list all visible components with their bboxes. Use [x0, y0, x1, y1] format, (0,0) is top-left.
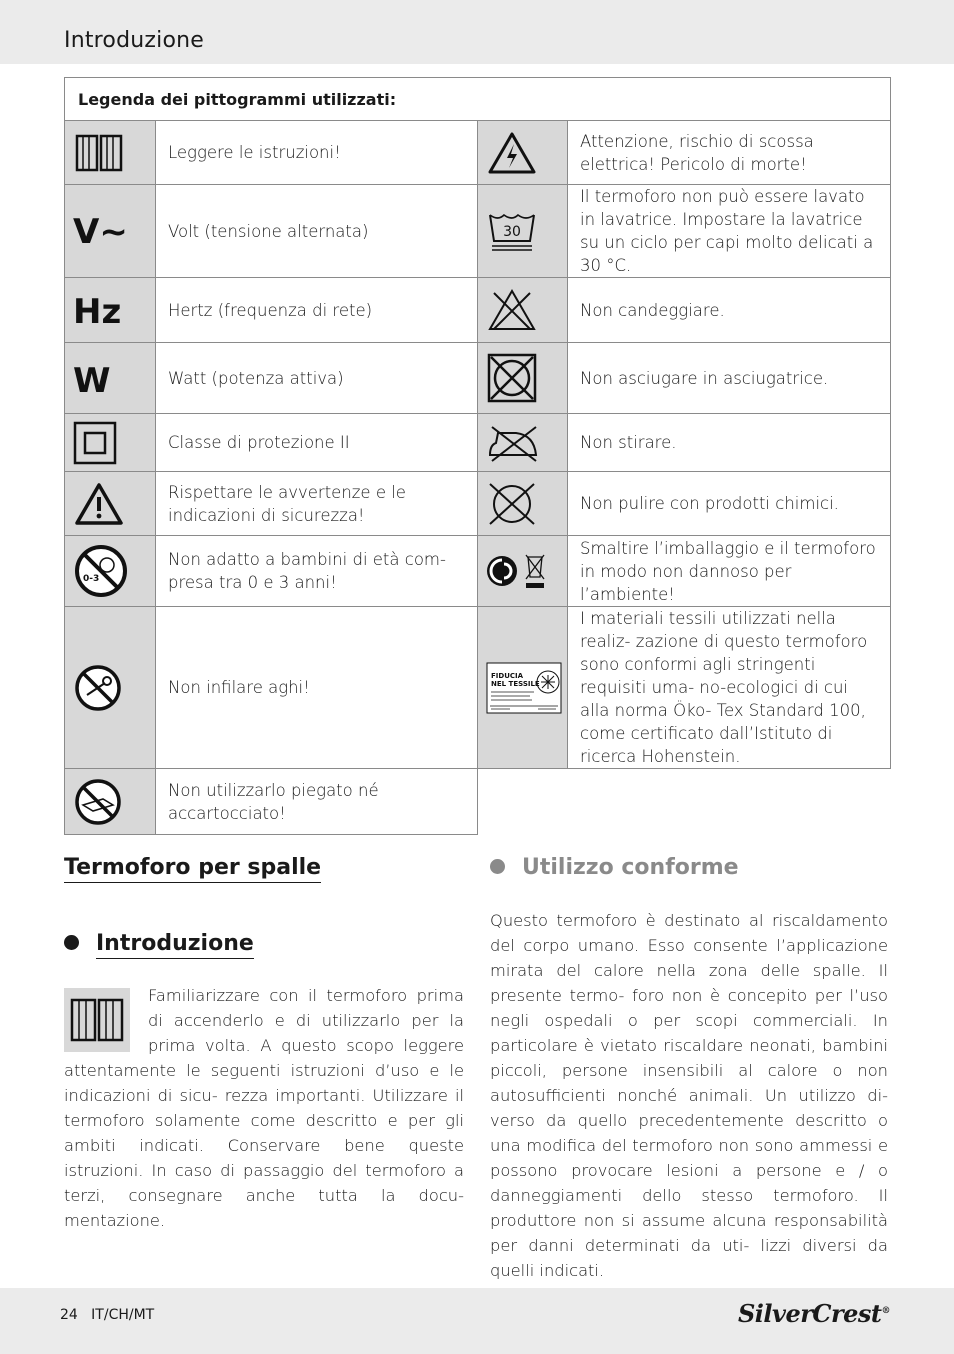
svg-text:Hz: Hz [73, 292, 122, 330]
volt-icon [73, 211, 133, 251]
use-paragraph: Questo termoforo è destinato al riscaldamento del corpo umano. Esso consente l’applicazione mirata del calore nella zona delle spalle. Il presente termo- foro non è concepito per l’uso negli ospedali o per scopi commerciali. In particolare è vietato riscaldare neonati, bambini piccoli, persone insensibili al calore o non autosufficienti nonché animali. Un utilizzo di- verso da quello precedentemente descritto o una modifica del termoforo non sono ammessi e possono provocare lesioni a persone e / o danneggiamenti dello stesso termoforo. Il produttore non si assume alcuna responsabilità per danni determinati da uti- lizzi diversi da quelli indicati. [490, 911, 888, 1280]
svg-text:FIDUCIA: FIDUCIA [491, 671, 524, 680]
page-header-title: Introduzione [64, 28, 204, 53]
oeko-tex-label-icon [486, 662, 562, 714]
legend-text: Non adatto a bambini di età com- presa tra 0 e 3 anni! [156, 536, 478, 607]
legend-row [65, 343, 891, 414]
legend-text: Non infilare aghi! [156, 607, 478, 769]
no-dry-clean-icon [486, 482, 538, 526]
watt-icon [73, 358, 123, 398]
brand-logo: SilverCrest® [737, 1299, 890, 1328]
legend-text: Classe di protezione II [156, 414, 478, 472]
legend-row [65, 607, 891, 769]
legend-text: Non pulire con prodotti chimici. [568, 472, 891, 536]
legend-text: I materiali tessili utilizzati nella realiz- zazione di questo termoforo sono conformi agli stringenti requisiti uma- no-ecologici di cui alla norma Öko- Tex Standard 100, come certificato dall’Istituto di ricerca Hohenstein. [568, 607, 891, 769]
legend-text: Non candeggiare. [568, 278, 891, 343]
legend-text: Hertz (frequenza di rete) [156, 278, 478, 343]
electric-hazard-icon [486, 130, 538, 176]
svg-text:30: 30 [503, 224, 521, 240]
wash-30-icon [486, 209, 538, 253]
no-children-icon [73, 543, 129, 599]
no-tumble-dry-icon [486, 352, 538, 404]
legend-row [65, 536, 891, 607]
bullet-icon [490, 859, 505, 874]
svg-text:0-3: 0-3 [83, 574, 100, 584]
svg-text:NEL TESSILE: NEL TESSILE [491, 679, 540, 688]
use-heading: Utilizzo conforme [490, 855, 739, 880]
legend-text: Watt (potenza attiva) [156, 343, 478, 414]
no-fold-icon [73, 777, 123, 827]
legend-row [65, 769, 891, 835]
intro-paragraph: Familiarizzare con il termoforo prima di accenderlo e di utilizzarlo per la prima volta. A questo scopo leggere attentamente le seguenti istruzioni d’uso e le indicazioni di sicu- rezza importanti. Utilizzare il termoforo solamente come descritto e per gli ambiti indicati. Conservare bene queste istruzioni. In caso di passaggio del termoforo a terzi, consegnare anche tutta la docu- mentazione. [64, 986, 464, 1230]
legend-text: Non asciugare in asciugatrice. [568, 343, 891, 414]
legend-text: Attenzione, rischio di scossa elettrica! Pericolo di morte! [568, 121, 891, 185]
legend-row [65, 185, 891, 278]
legend-row [65, 414, 891, 472]
page-number: 24 IT/CH/MT [60, 1307, 155, 1323]
pictogram-legend-table [64, 77, 891, 835]
legend-text: Non stirare. [568, 414, 891, 472]
bullet-icon [64, 935, 79, 950]
svg-text:V~: V~ [73, 212, 128, 251]
recycling-icon [486, 551, 552, 591]
intro-heading: Introduzione [64, 931, 254, 956]
protection-class-icon [73, 421, 117, 465]
hertz-icon [73, 290, 137, 330]
legend-text: Volt (tensione alternata) [156, 185, 478, 278]
legend-title: Legenda dei pittogrammi utilizzati: [65, 78, 891, 121]
no-bleach-icon [486, 287, 538, 333]
no-iron-icon [486, 423, 542, 463]
legend-text: Rispettare le avvertenze e le indicazioni di sicurezza! [156, 472, 478, 536]
svg-text:W: W [73, 361, 111, 398]
no-needles-icon [73, 663, 123, 713]
legend-text: Non utilizzarlo piegato né accartocciato! [156, 769, 478, 835]
legend-text: Smaltire l’imballaggio e il termoforo in modo non dannoso per l’ambiente! [568, 536, 891, 607]
legend-text: Leggere le istruzioni! [156, 121, 478, 185]
legend-row [65, 278, 891, 343]
legend-row [65, 121, 891, 185]
legend-row [65, 472, 891, 536]
legend-text: Il termoforo non può essere lavato in lavatrice. Impostare la lavatrice su un ciclo per capi molto delicati a 30 °C. [568, 185, 891, 278]
warning-icon [73, 481, 125, 527]
book-icon [73, 132, 125, 174]
product-title: Termoforo per spalle [64, 855, 321, 883]
